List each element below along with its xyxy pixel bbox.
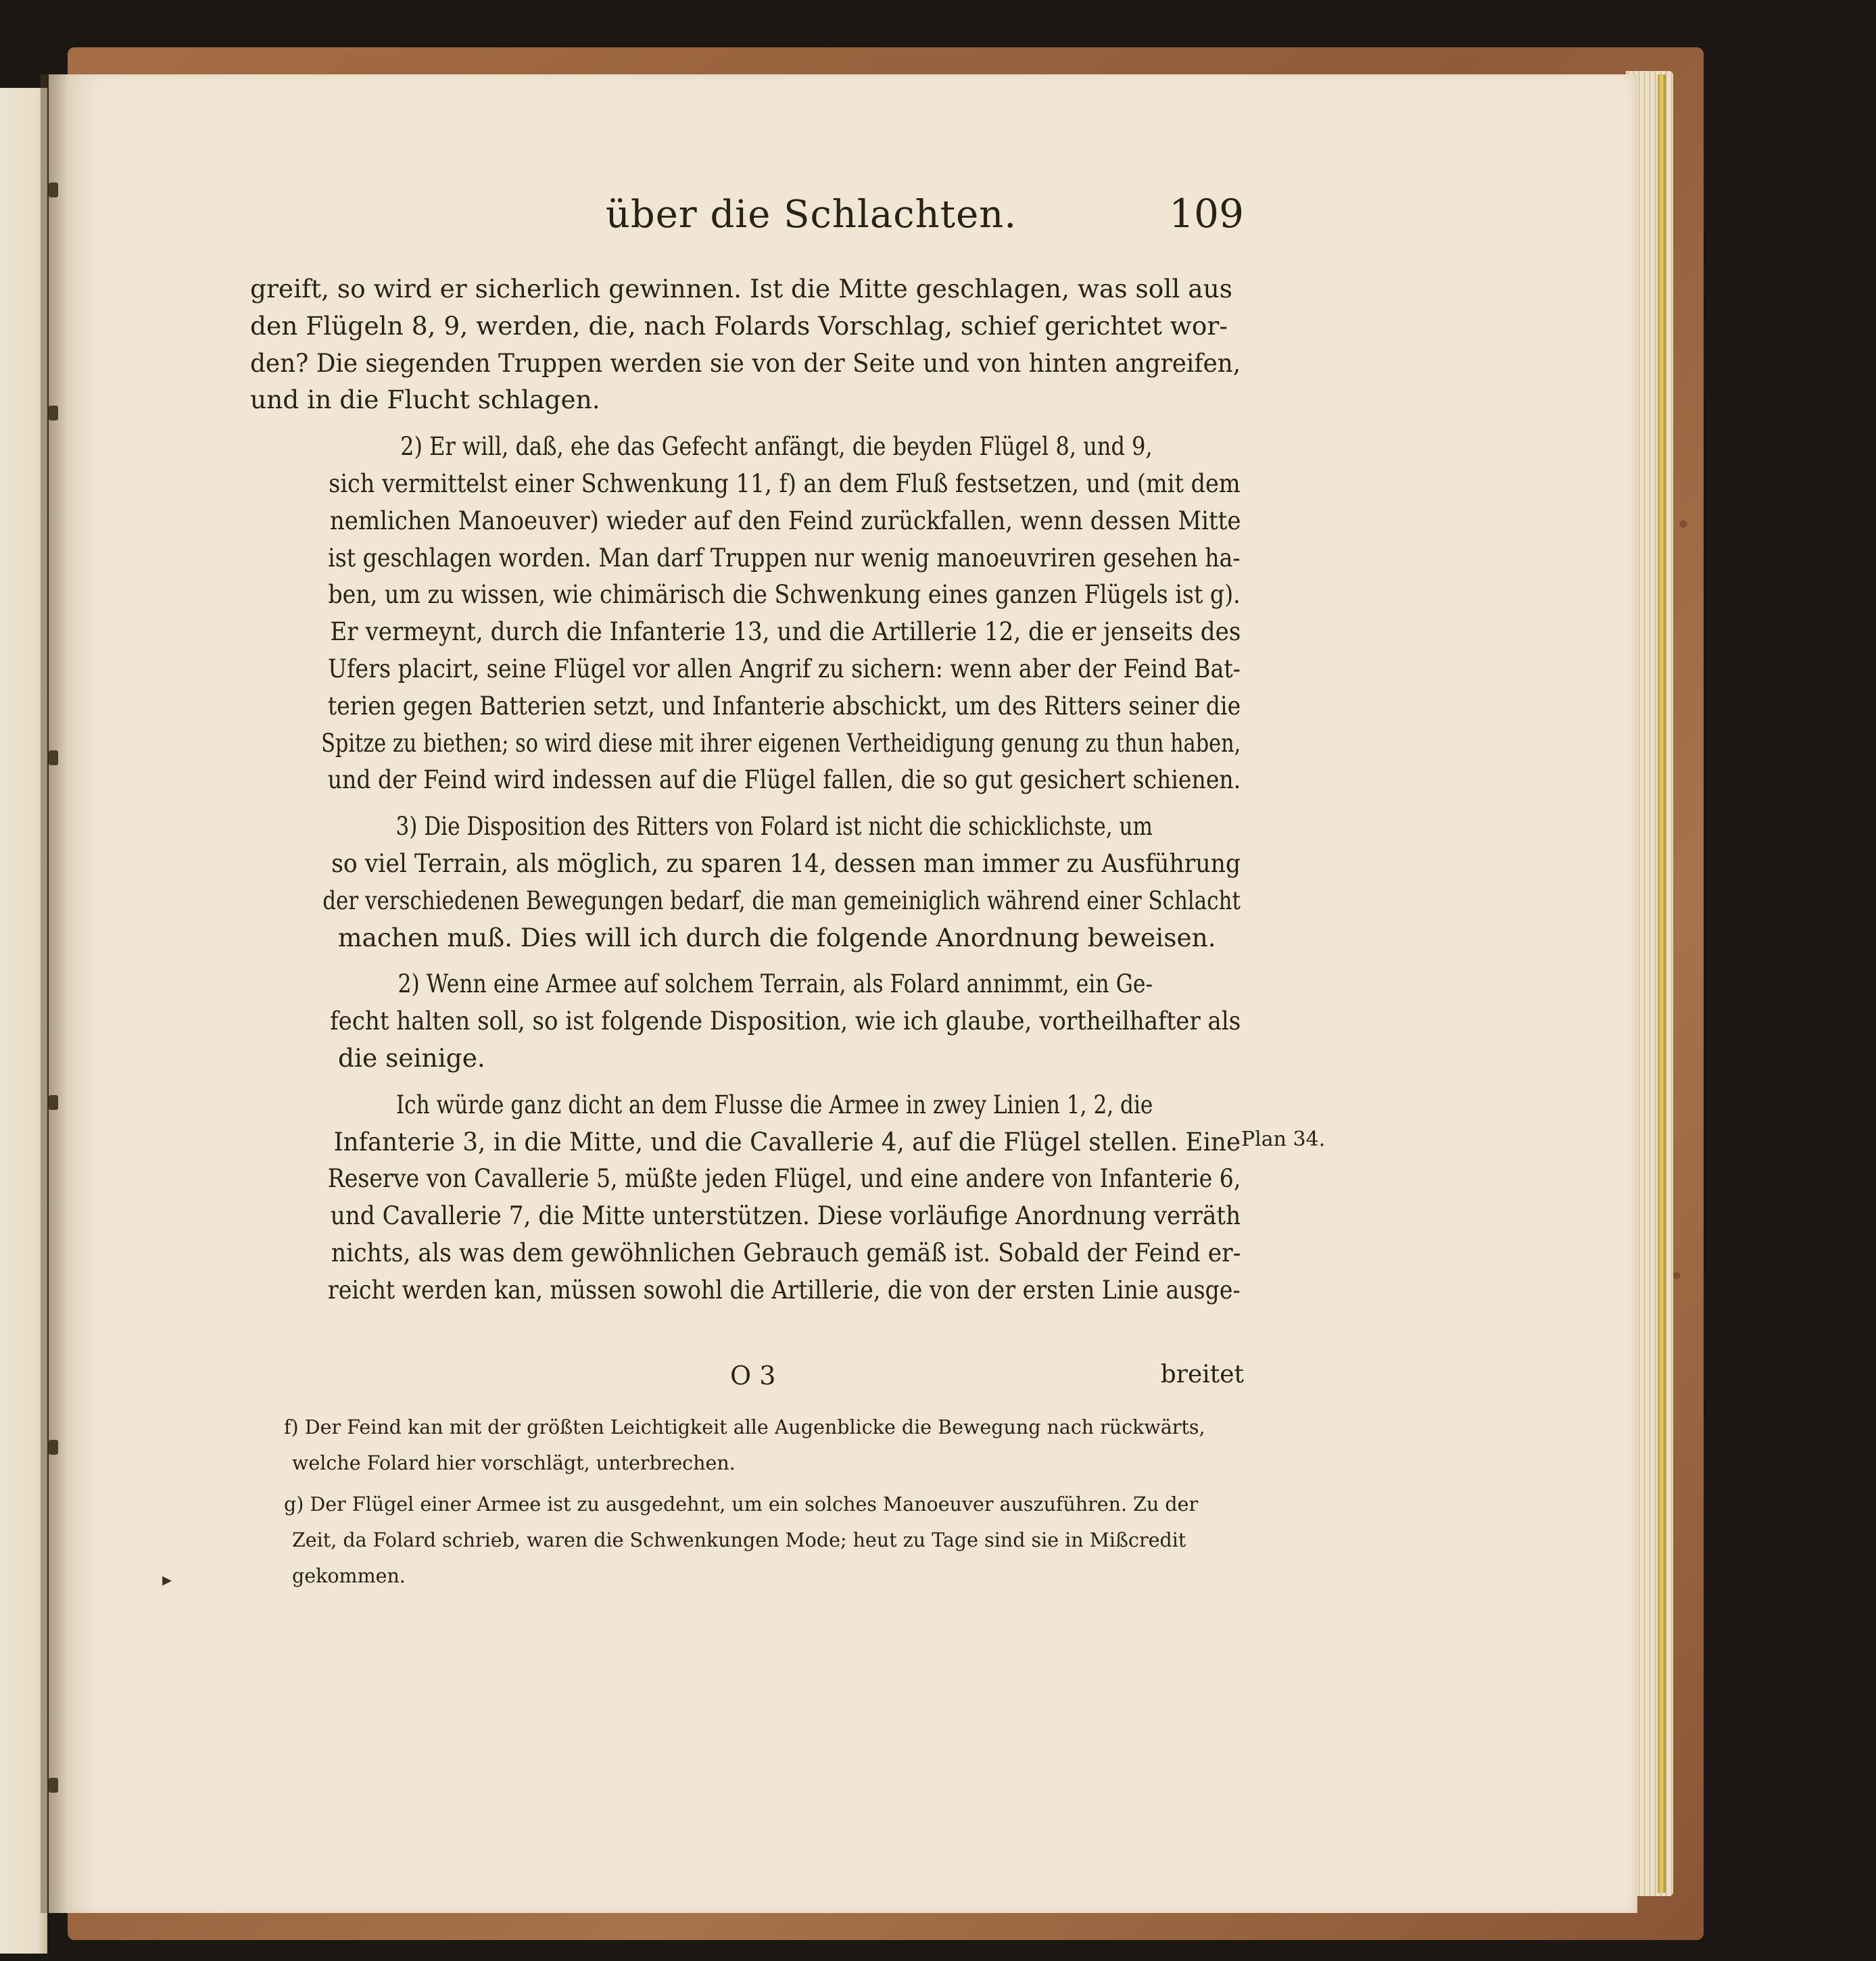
- footnote-line: g) Der Flügel einer Armee ist zu ausgedehnt, um ein solches Manoeuver auszuführen. Zu der: [284, 1493, 1199, 1516]
- footnote-line: gekommen.: [292, 1565, 406, 1587]
- text-line: reicht werden kan, müssen sowohl die Artillerie, die von der ersten Linie ausge-: [327, 1274, 1241, 1305]
- text-line: und in die Flucht schlagen.: [250, 385, 600, 415]
- text-line: die seinige.: [338, 1042, 485, 1073]
- text-line: 3) Die Disposition des Ritters von Folard ist nicht die schicklichste, um: [395, 811, 1153, 842]
- body-text: [250, 270, 1241, 1309]
- paragraph: [250, 1086, 1241, 1309]
- footnote: [284, 1409, 1241, 1481]
- paragraph: [250, 808, 1241, 956]
- text-line: Reserve von Cavallerie 5, müßte jeden Flügel, und eine andere von Infanterie 6,: [327, 1163, 1241, 1194]
- text-line: sich vermittelst einer Schwenkung 11, f) an dem Fluß festsetzen, und (mit dem: [329, 468, 1241, 498]
- text-line: den? Die siegenden Truppen werden sie von der Seite und von hinten angreifen,: [250, 347, 1241, 378]
- text-line: greift, so wird er sicherlich gewinnen. Ist die Mitte geschlagen, was soll aus: [250, 274, 1233, 304]
- text-line: den Flügeln 8, 9, werden, die, nach Folards Vorschlag, schief gerichtet wor-: [250, 310, 1228, 341]
- text-line: Infanterie 3, in die Mitte, und die Cavallerie 4, auf die Flügel stellen. Eine: [333, 1126, 1241, 1157]
- catchword: breitet: [1160, 1361, 1244, 1388]
- page-mark: ▸: [162, 1568, 172, 1591]
- paragraph: [250, 965, 1241, 1076]
- footnote: [284, 1486, 1241, 1594]
- text-line: 2) Er will, daß, ehe das Gefecht anfängt, die beyden Flügel 8, und 9,: [400, 431, 1153, 462]
- text-line: ben, um zu wissen, wie chimärisch die Schwenkung eines ganzen Flügels ist g).: [328, 579, 1241, 610]
- footnote-line: welche Folard hier vorschlägt, unterbrechen.: [292, 1452, 736, 1474]
- text-line: nemlichen Manoeuver) wieder auf den Feind zurückfallen, wenn dessen Mitte: [329, 505, 1241, 535]
- text-line: machen muß. Dies will ich durch die folgende Anordnung beweisen.: [338, 922, 1216, 952]
- text-line: Ufers placirt, seine Flügel vor allen Angrif zu sichern: wenn aber der Feind Bat-: [328, 653, 1241, 683]
- text-line: der verschiedenen Bewegungen bedarf, die man gemeiniglich während einer Schlacht: [322, 885, 1241, 915]
- text-line: 2) Wenn eine Armee auf solchem Terrain, als Folard annimmt, ein Ge-: [398, 969, 1153, 999]
- footnotes: [284, 1409, 1241, 1599]
- paragraph: [250, 270, 1241, 418]
- margin-note: Plan 34.: [1241, 1128, 1326, 1151]
- text-line: Ich würde ganz dicht an dem Flusse die Armee in zwey Linien 1, 2, die: [395, 1089, 1153, 1119]
- page-number: 109: [1169, 191, 1244, 237]
- signature-mark: O 3: [730, 1361, 776, 1390]
- text-line: Spitze zu biethen; so wird diese mit ihrer eigenen Vertheidigung genung zu thun haben,: [321, 727, 1241, 758]
- footnote-line: f) Der Feind kan mit der größten Leichtigkeit alle Augenblicke die Bewegung nach rückwärts,: [284, 1416, 1205, 1438]
- text-line: ist geschlagen worden. Man darf Truppen nur wenig manoeuvriren gesehen ha-: [328, 542, 1241, 573]
- text-line: nichts, als was dem gewöhnlichen Gebrauch gemäß ist. Sobald der Feind er-: [331, 1237, 1241, 1267]
- text-line: terien gegen Batterien setzt, und Infanterie abschickt, um des Ritters seiner die: [327, 690, 1241, 721]
- text-line: und der Feind wird indessen auf die Flügel fallen, die so gut gesichert schienen.: [327, 765, 1241, 795]
- text-line: fecht halten soll, so ist folgende Disposition, wie ich glaube, vortheilhafter als: [330, 1006, 1241, 1036]
- text-line: Er vermeynt, durch die Infanterie 13, und die Artillerie 12, die er jenseits des: [330, 616, 1241, 647]
- footnote-line: Zeit, da Folard schrieb, waren die Schwenkungen Mode; heut zu Tage sind sie in Mißcredit: [292, 1529, 1186, 1551]
- text-line: so viel Terrain, als möglich, zu sparen 14, dessen man immer zu Ausführung: [331, 848, 1241, 878]
- paragraph: [250, 428, 1241, 798]
- running-head: über die Schlachten.: [605, 193, 1017, 237]
- text-line: und Cavallerie 7, die Mitte unterstützen. Diese vorläufige Anordnung verräth: [330, 1201, 1241, 1231]
